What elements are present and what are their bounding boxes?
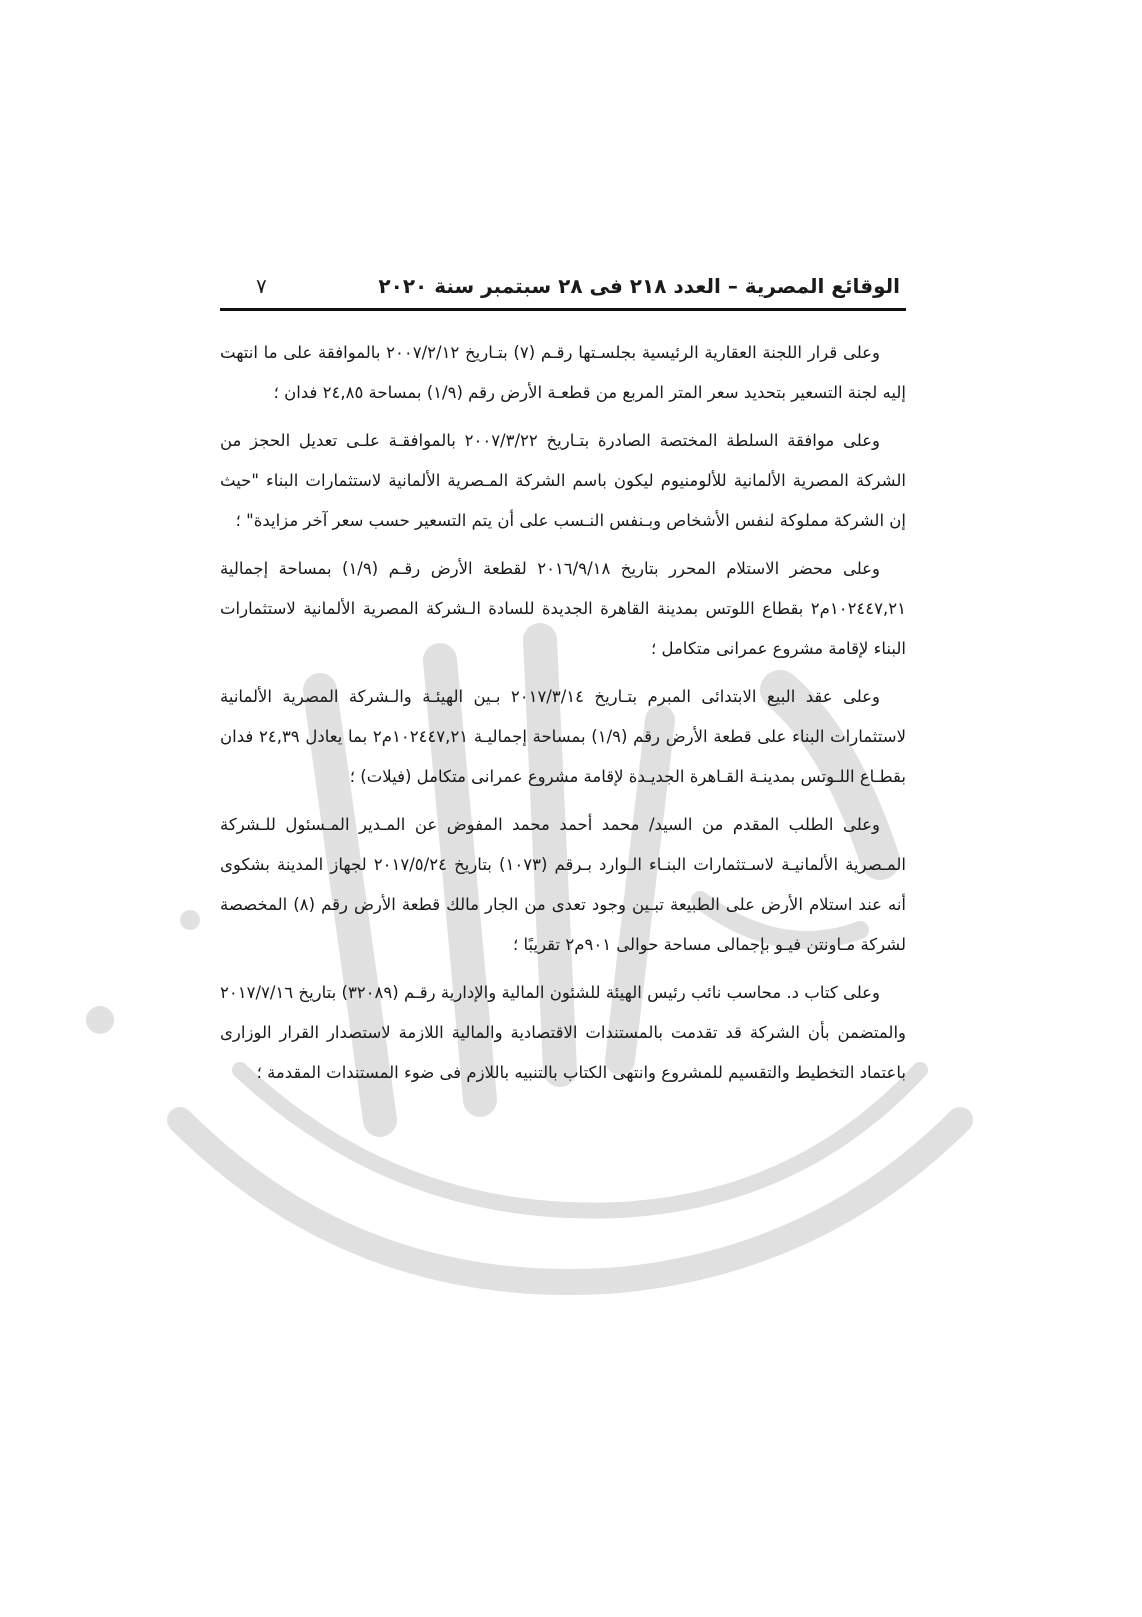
paragraph: وعلى موافقة السلطة المختصة الصادرة بتـاريخ ٢٠٠٧/٣/٢٢ بالموافقـة علـى تعديل الحجز من الشركة المصرية الألمانية للألومنيوم ليكون باسم الشركة المـصرية الألمانية لاستثمارات البناء "حيث إن الشركة مملوكة لنفس الأشخاص وبـنفس النـسب على أن يتم التسعير حسب سعر آخر مزايدة" ؛	[220, 431, 906, 530]
paragraph: وعلى عقد البيع الابتدائى المبرم بتـاريخ ٢٠١٧/٣/١٤ بـين الهيئـة والـشركة المصرية الألمانية لاستثمارات البناء على قطعة الأرض رقم (١/٩) بمساحة إجماليـة ١٠٢٤٤٧,٢١م٢ بما يعادل ٢٤,٣٩ فدان بقطـاع اللـوتس بمدينـة القـاهرة الجديـدة لإقامة مشروع عمرانى متكامل (فيلات) ؛	[220, 687, 906, 786]
header-rule	[220, 308, 906, 311]
paragraph: وعلى محضر الاستلام المحرر بتاريخ ٢٠١٦/٩/١٨ لقطعة الأرض رقـم (١/٩) بمساحة إجمالية ١٠٢٤٤٧,٢١م٢ بقطاع اللوتس بمدينة القاهرة الجديدة للسادة الـشركة المصرية الألمانية لاستثمارات البناء لإقامة مشروع عمرانى متكامل ؛	[220, 559, 906, 658]
paragraph: وعلى قرار اللجنة العقارية الرئيسية بجلسـتها رقـم (٧) بتـاريخ ٢٠٠٧/٢/١٢ بالموافقة على ما انتهت إليه لجنة التسعير بتحديد سعر المتر المربع من قطعـة الأرض رقم (١/٩) بمساحة ٢٤,٨٥ فدان ؛	[220, 343, 906, 402]
running-head	[220, 250, 906, 298]
paragraph: وعلى الطلب المقدم من السيد/ محمد أحمد محمد المفوض عن المـدير المـسئول للـشركة المـصرية الألمانيـة لاسـتثمارات البنـاء الـوارد بـرقم (١٠٧٣) بتاريخ ٢٠١٧/٥/٢٤ لجهاز المدينة بشكوى أنه عند استلام الأرض على الطبيعة تبـين وجود تعدى من الجار مالك قطعة الأرض رقم (٨) المخصصة لشركة مـاونتن فيـو بإجمالى مساحة حوالى ٩٠١م٢ تقريبًا ؛	[220, 815, 907, 954]
paragraph: وعلى كتاب د. محاسب نائب رئيس الهيئة للشئون المالية والإدارية رقـم (٣٢٠٨٩) بتاريخ ٢٠١٧/٧/١٦ والمتضمن بأن الشركة قد تقدمت بالمستندات الاقتصادية والمالية اللازمة لاستصدار القرار الوزارى باعتماد التخطيط والتقسيم للمشروع وانتهى الكتاب بالتنبيه باللازم فى ضوء المستندات المقدمة ؛	[220, 983, 906, 1082]
page-number: ٧	[256, 274, 267, 298]
body-text	[220, 333, 906, 1093]
page-content	[220, 250, 906, 1101]
header-title: الوقائع المصرية – العدد ٢١٨ فى ٢٨ سبتمبر سنة ٢٠٢٠	[378, 274, 900, 298]
